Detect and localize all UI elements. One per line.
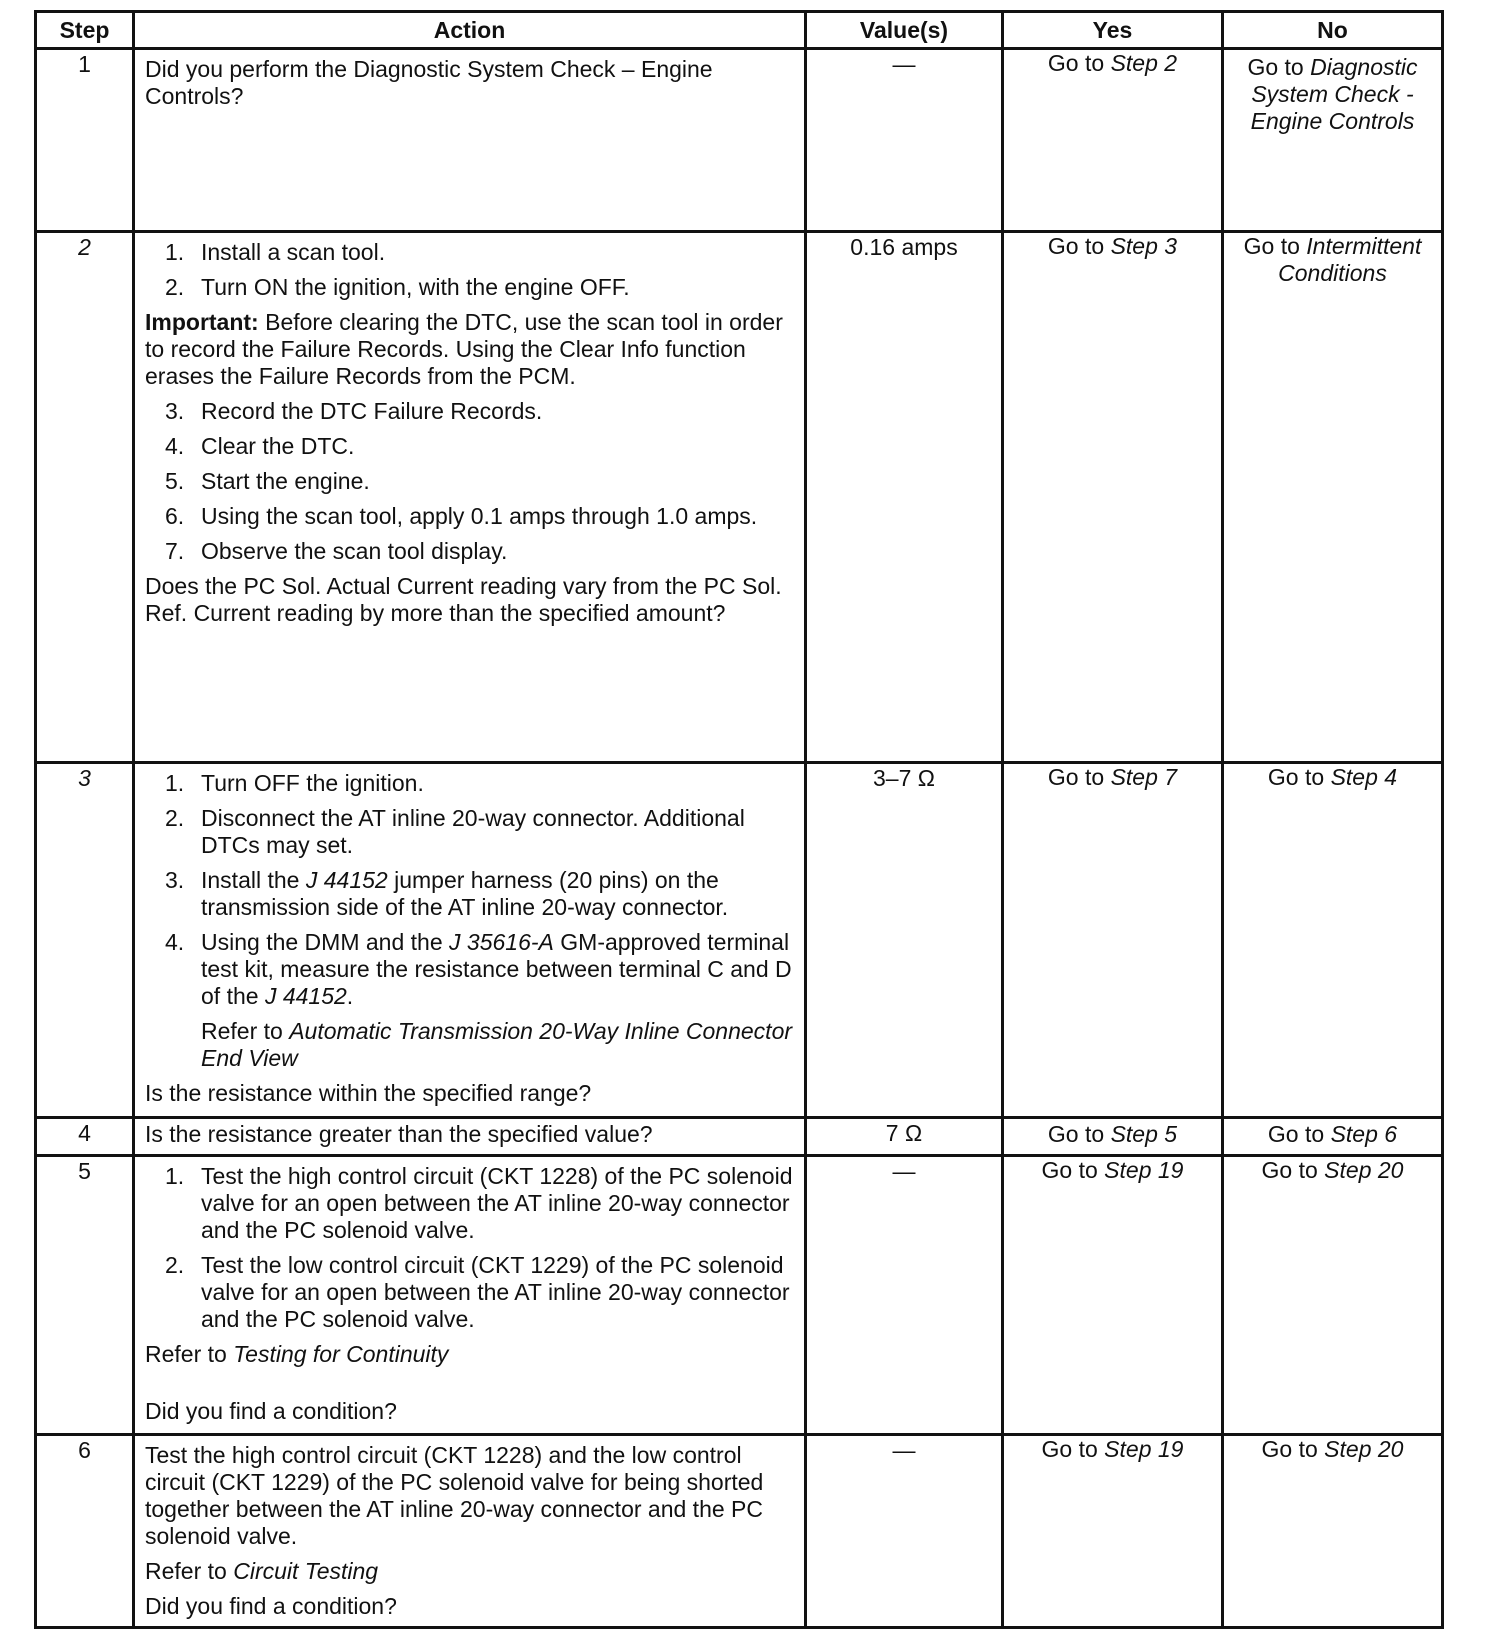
yes-prefix: Go to bbox=[1047, 50, 1105, 76]
list-item: 1. Turn OFF the ignition. bbox=[165, 770, 424, 796]
yes-cell bbox=[1003, 1156, 1223, 1435]
no-link[interactable]: Step 4 bbox=[1330, 764, 1398, 790]
no-cell bbox=[1223, 1118, 1443, 1156]
value-cell: 7 Ω bbox=[806, 1118, 1003, 1156]
list-item: 4. Using the DMM and the J 35616-A GM-approved terminal test kit, measure the resistance between terminal C and D of the J 44152. bbox=[165, 929, 792, 1009]
header-step: Step bbox=[36, 12, 134, 49]
no-prefix: Go to bbox=[1261, 1436, 1318, 1462]
yes-cell bbox=[1003, 1118, 1223, 1156]
refer-note bbox=[145, 1018, 794, 1072]
no-cell bbox=[1223, 1435, 1443, 1628]
no-prefix: Go to bbox=[1261, 1157, 1318, 1183]
action-cell bbox=[134, 1435, 806, 1628]
no-cell bbox=[1223, 1156, 1443, 1435]
no-link[interactable]: Step 20 bbox=[1324, 1157, 1404, 1183]
no-prefix: Go to bbox=[1267, 764, 1325, 790]
list-item: 1. Test the high control circuit (CKT 1228) of the PC solenoid valve for an open between the AT inline 20-way connector and the PC solenoid valve. bbox=[165, 1163, 793, 1243]
yes-prefix: Go to bbox=[1041, 1436, 1098, 1462]
refer-link[interactable]: Automatic Transmission 20-Way Inline Connector End View bbox=[201, 1018, 793, 1071]
yes-link[interactable]: Step 2 bbox=[1110, 50, 1178, 76]
list-item: 1. Install a scan tool. bbox=[165, 239, 386, 265]
value-cell: — bbox=[806, 49, 1003, 232]
step-number: 1 bbox=[36, 49, 134, 232]
important-note bbox=[145, 309, 794, 390]
action-list bbox=[145, 398, 794, 565]
value-cell: 3–7 Ω bbox=[806, 763, 1003, 1118]
no-prefix: Go to bbox=[1243, 233, 1300, 259]
yes-link[interactable]: Step 19 bbox=[1104, 1436, 1184, 1462]
action-cell bbox=[134, 49, 806, 232]
refer-prefix: Refer to bbox=[201, 1018, 283, 1044]
yes-link[interactable]: Step 7 bbox=[1110, 764, 1178, 790]
action-list bbox=[145, 770, 794, 1010]
no-link[interactable]: Step 6 bbox=[1330, 1121, 1398, 1147]
step-number: 5 bbox=[36, 1156, 134, 1435]
action-cell bbox=[134, 763, 806, 1118]
action-list bbox=[145, 1163, 794, 1333]
action-cell bbox=[134, 232, 806, 763]
value-cell: 0.16 amps bbox=[806, 232, 1003, 763]
action-question: Did you find a condition? bbox=[145, 1593, 397, 1619]
list-item: 7. Observe the scan tool display. bbox=[165, 538, 508, 564]
no-prefix: Go to bbox=[1267, 1121, 1325, 1147]
header-yes: Yes bbox=[1003, 12, 1223, 49]
yes-prefix: Go to bbox=[1047, 1121, 1105, 1147]
action-list bbox=[145, 239, 794, 301]
yes-link[interactable]: Step 3 bbox=[1110, 233, 1178, 259]
table-row bbox=[36, 232, 1443, 763]
action-question: Is the resistance greater than the specified value? bbox=[145, 1121, 653, 1147]
header-values: Value(s) bbox=[806, 12, 1003, 49]
refer-note bbox=[145, 1341, 794, 1368]
no-cell bbox=[1223, 232, 1443, 763]
refer-note bbox=[145, 1558, 794, 1585]
yes-cell bbox=[1003, 763, 1223, 1118]
refer-link[interactable]: Testing for Continuity bbox=[233, 1341, 449, 1367]
no-prefix: Go to bbox=[1247, 54, 1304, 80]
table-row bbox=[36, 1156, 1443, 1435]
yes-cell bbox=[1003, 232, 1223, 763]
list-item: 2. Disconnect the AT inline 20-way connector. Additional DTCs may set. bbox=[165, 805, 745, 858]
header-row bbox=[36, 12, 1443, 49]
step-number: 3 bbox=[36, 763, 134, 1118]
no-cell bbox=[1223, 49, 1443, 232]
step-number: 4 bbox=[36, 1118, 134, 1156]
yes-prefix: Go to bbox=[1047, 764, 1105, 790]
tool-ref: J 35616-A bbox=[449, 929, 554, 955]
important-text: Before clearing the DTC, use the scan tool in order to record the Failure Records. Using the Clear Info function erases the Failure Records from the PCM. bbox=[145, 309, 783, 389]
diagnostic-table bbox=[34, 10, 1444, 1629]
yes-link[interactable]: Step 19 bbox=[1104, 1157, 1184, 1183]
refer-link[interactable]: Circuit Testing bbox=[233, 1558, 379, 1584]
list-item: 6. Using the scan tool, apply 0.1 amps through 1.0 amps. bbox=[165, 503, 758, 529]
list-item: 5. Start the engine. bbox=[165, 468, 370, 494]
list-item: 2. Turn ON the ignition, with the engine OFF. bbox=[165, 274, 630, 300]
value-cell: — bbox=[806, 1156, 1003, 1435]
yes-link[interactable]: Step 5 bbox=[1110, 1121, 1178, 1147]
refer-prefix: Refer to bbox=[145, 1558, 227, 1584]
list-item: 2. Test the low control circuit (CKT 1229) of the PC solenoid valve for an open between the AT inline 20-way connector and the PC solenoid valve. bbox=[165, 1252, 790, 1332]
table-row bbox=[36, 49, 1443, 232]
no-link[interactable]: Intermittent Conditions bbox=[1278, 233, 1422, 286]
no-cell bbox=[1223, 763, 1443, 1118]
yes-cell bbox=[1003, 1435, 1223, 1628]
list-item: 3. Install the J 44152 jumper harness (20 pins) on the transmission side of the AT inline 20-way connector. bbox=[165, 867, 729, 920]
table-row bbox=[36, 1118, 1443, 1156]
action-question: Does the PC Sol. Actual Current reading vary from the PC Sol. Ref. Current reading by more than the specified amount? bbox=[145, 573, 782, 626]
table-row bbox=[36, 1435, 1443, 1628]
header-no: No bbox=[1223, 12, 1443, 49]
no-link[interactable]: Step 20 bbox=[1324, 1436, 1404, 1462]
yes-prefix: Go to bbox=[1041, 1157, 1098, 1183]
list-item: 4. Clear the DTC. bbox=[165, 433, 355, 459]
action-cell bbox=[134, 1156, 806, 1435]
table-row bbox=[36, 763, 1443, 1118]
action-question: Is the resistance within the specified range? bbox=[145, 1080, 592, 1106]
tool-ref: J 44152 bbox=[305, 867, 388, 893]
action-question: Did you find a condition? bbox=[145, 1398, 397, 1424]
tool-ref: J 44152 bbox=[264, 983, 347, 1009]
no-link[interactable]: Diagnostic System Check - Engine Controls bbox=[1250, 54, 1418, 134]
action-cell bbox=[134, 1118, 806, 1156]
value-cell: — bbox=[806, 1435, 1003, 1628]
step-number: 2 bbox=[36, 232, 134, 763]
yes-cell bbox=[1003, 49, 1223, 232]
list-item: 3. Record the DTC Failure Records. bbox=[165, 398, 543, 424]
action-question: Did you perform the Diagnostic System Check – Engine Controls? bbox=[145, 56, 713, 109]
action-text: Test the high control circuit (CKT 1228) and the low control circuit (CKT 1229) of the PC solenoid valve for being shorted together between the AT inline 20-way connector and the PC solenoid valve. bbox=[145, 1442, 764, 1549]
important-label: Important: bbox=[145, 309, 259, 335]
yes-prefix: Go to bbox=[1047, 233, 1105, 259]
step-number: 6 bbox=[36, 1435, 134, 1628]
header-action: Action bbox=[134, 12, 806, 49]
refer-prefix: Refer to bbox=[145, 1341, 227, 1367]
